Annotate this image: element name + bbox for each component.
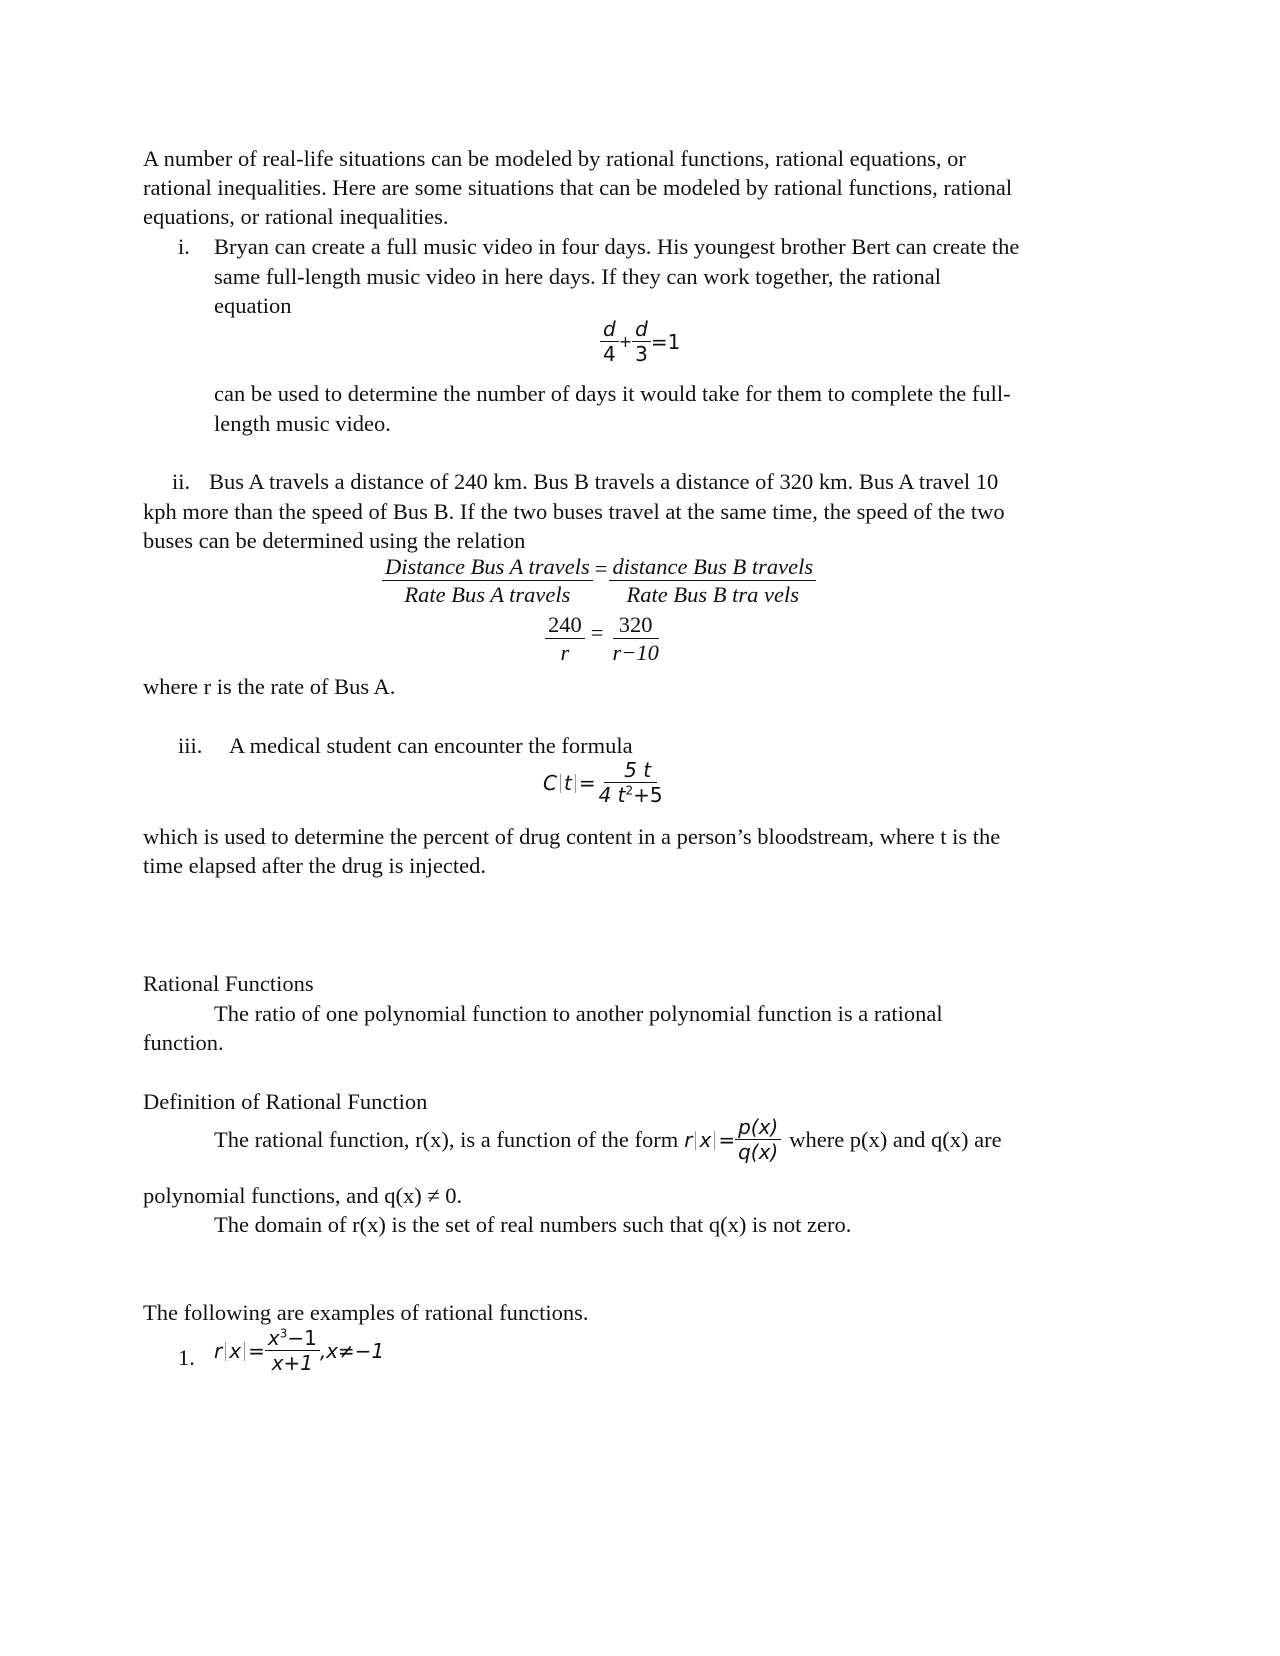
ex1-den: x+1 <box>271 1351 313 1375</box>
ex1-num-rest: −1 <box>287 1326 317 1350</box>
form-r: r <box>684 1128 693 1152</box>
work-equation <box>600 318 680 366</box>
eq-num-2: d <box>632 318 651 342</box>
eq-den-1: 4 <box>603 342 616 366</box>
item-i-line-1: Bryan can create a full music video in four days. His youngest brother Bert can create the <box>214 234 1020 259</box>
item-ii-line-3: buses can be determined using the relation <box>143 528 526 553</box>
intro-line-3: equations, or rational inequalities. <box>143 204 449 229</box>
eq-den-2: 3 <box>635 342 648 366</box>
rational-functions-heading: Rational Functions <box>143 971 314 996</box>
ex1-r: r <box>214 1339 223 1363</box>
rel-num-1: Distance Bus A travels <box>382 554 593 581</box>
item-i-after-1: can be used to determine the number of days it would take for them to complete the full- <box>214 381 1011 406</box>
ex1-paren-right <box>244 1342 245 1361</box>
eq-plus: + <box>618 332 633 351</box>
definition-line-1 <box>214 1116 1002 1164</box>
form-den: q(x) <box>738 1140 779 1164</box>
form-paren-left <box>695 1131 696 1150</box>
item-i-after-2: length music video. <box>214 411 391 436</box>
definition-text-a: The rational function, r(x), is a function of the form <box>214 1127 679 1152</box>
formula-den-a: 4 t <box>598 783 626 807</box>
ex1-paren-left <box>225 1342 226 1361</box>
item-iii-line-1: A medical student can encounter the formula <box>229 733 633 758</box>
form-equals: = <box>718 1128 736 1152</box>
ex1-x: x <box>229 1339 242 1363</box>
item-iii-label: iii. <box>178 733 203 758</box>
paren-left <box>560 774 561 793</box>
formula-num: 5 t <box>604 759 657 783</box>
example-1-formula <box>214 1327 384 1375</box>
formula-den <box>596 783 666 807</box>
item-i-label: i. <box>178 234 190 259</box>
rel-equals: = <box>594 556 608 582</box>
eq-num-1: d <box>600 318 619 342</box>
form-paren-right <box>714 1131 715 1150</box>
form-x: x <box>699 1128 712 1152</box>
rel-den-2: Rate Bus B tra vels <box>626 581 800 607</box>
definition-line-3: The domain of r(x) is the set of real numbers such that q(x) is not zero. <box>214 1212 852 1237</box>
item-ii-line-1: Bus A travels a distance of 240 km. Bus B travels a distance of 320 km. Bus A travel 10 <box>209 469 999 494</box>
ex1-equals: = <box>248 1339 265 1363</box>
eq2-den-1: r <box>560 639 570 665</box>
formula-c: C <box>543 771 557 795</box>
rel-num-2: distance Bus B travels <box>609 554 816 581</box>
eq-rhs: =1 <box>650 330 681 354</box>
rel-den-1: Rate Bus A travels <box>404 581 571 607</box>
example-1-label: 1. <box>178 1345 195 1370</box>
eq2-equals: = <box>590 620 604 646</box>
eq2-den-2: r−10 <box>612 639 659 665</box>
eq2-num-1: 240 <box>545 612 585 639</box>
item-i-line-3: equation <box>214 293 292 318</box>
item-iii-after-2: time elapsed after the drug is injected. <box>143 853 486 878</box>
definition-line-2: polynomial functions, and q(x) ≠ 0. <box>143 1183 463 1208</box>
item-iii-after-1: which is used to determine the percent of drug content in a person’s bloodstream, where t is the <box>143 824 1001 849</box>
ex1-num-exp: 3 <box>279 1326 288 1341</box>
formula-den-exp: 2 <box>625 783 634 798</box>
item-ii-line-2: kph more than the speed of Bus B. If the two buses travel at the same time, the speed of the two <box>143 499 1005 524</box>
item-i-line-2: same full-length music video in here days. If they can work together, the rational <box>214 264 941 289</box>
ex1-num-x: x <box>267 1326 280 1350</box>
drug-formula <box>543 759 666 807</box>
formula-equals: = <box>578 771 596 795</box>
intro-line-2: rational inequalities. Here are some situations that can be modeled by rational functions, rational <box>143 175 1013 200</box>
formula-t: t <box>563 771 572 795</box>
examples-heading: The following are examples of rational functions. <box>143 1300 589 1325</box>
definition-text-b: where p(x) and q(x) are <box>789 1127 1002 1152</box>
form-num: p(x) <box>735 1116 781 1140</box>
bus-relation <box>382 554 816 608</box>
intro-line-1: A number of real-life situations can be modeled by rational functions, rational equations, or <box>143 146 966 171</box>
bus-equation <box>545 612 662 666</box>
formula-den-b: +5 <box>633 783 663 807</box>
item-ii-label: ii. <box>172 469 191 494</box>
rational-functions-line-1: The ratio of one polynomial function to another polynomial function is a rational <box>214 1001 943 1026</box>
item-ii-after: where r is the rate of Bus A. <box>143 674 396 699</box>
rational-functions-line-2: function. <box>143 1030 224 1055</box>
definition-form <box>684 1116 781 1164</box>
definition-heading: Definition of Rational Function <box>143 1089 428 1114</box>
paren-right <box>575 774 576 793</box>
ex1-num <box>265 1327 320 1351</box>
ex1-condition: ,x≠−1 <box>319 1339 385 1363</box>
eq2-num-2: 320 <box>613 612 659 639</box>
